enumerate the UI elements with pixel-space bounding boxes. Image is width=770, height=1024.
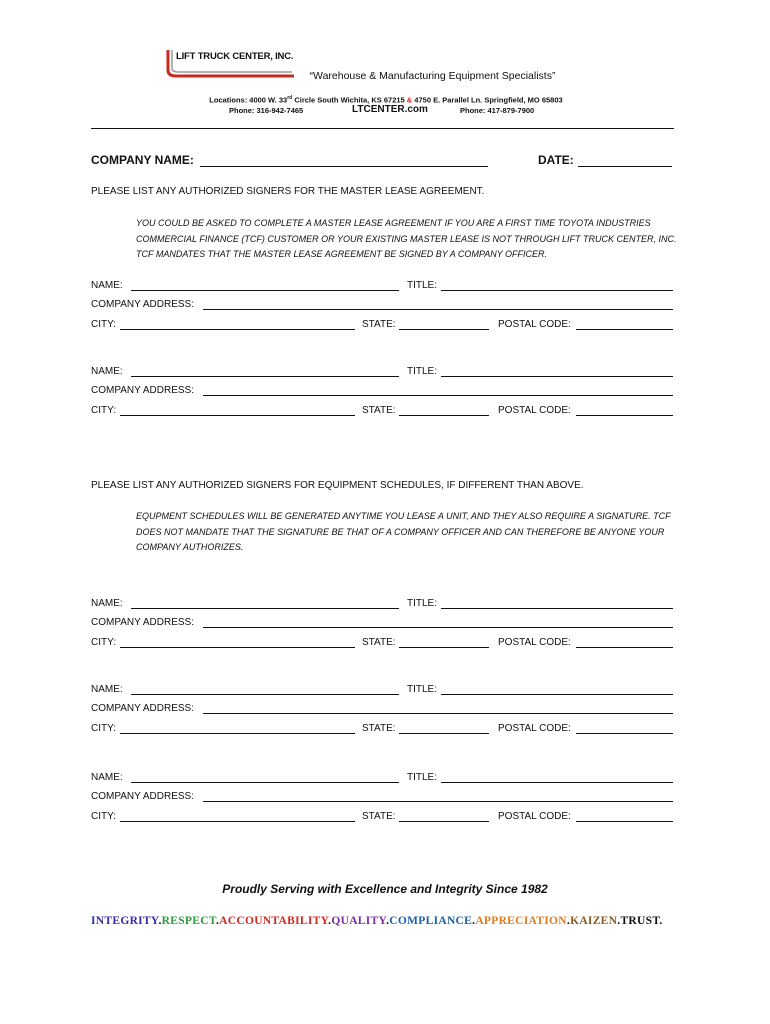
slogan: “Warehouse & Manufacturing Equipment Specialists” [309, 70, 556, 82]
signer-5-postal-label: POSTAL CODE: [498, 811, 571, 822]
locations-amp: & [406, 95, 413, 105]
value-word: RESPECT [161, 915, 216, 927]
signer-3-state-field[interactable] [399, 647, 489, 648]
signer-4-city-field[interactable] [120, 733, 355, 734]
phone-springfield: Phone: 417-879-7900 [460, 106, 535, 115]
section2-heading: PLEASE LIST ANY AUTHORIZED SIGNERS FOR EQUIPMENT SCHEDULES, IF DIFFERENT THAN ABOVE. [91, 480, 584, 491]
signer-2-state-label: STATE: [362, 405, 396, 416]
phone-wichita: Phone: 316-942-7465 [229, 106, 304, 115]
signer-1-address-label: COMPANY ADDRESS: [91, 299, 194, 310]
signer-4-name-field[interactable] [131, 694, 399, 695]
signer-3-postal-label: POSTAL CODE: [498, 637, 571, 648]
signer-1-city-label: CITY: [91, 319, 117, 330]
website-link[interactable]: LTCENTER.com [352, 104, 428, 115]
signer-3-city-field[interactable] [120, 647, 355, 648]
signer-1-postal-field[interactable] [576, 329, 673, 330]
signer-2-address-field[interactable] [203, 395, 673, 396]
signer-4-postal-field[interactable] [576, 733, 673, 734]
signer-1-address-field[interactable] [203, 309, 673, 310]
signer-4-postal-label: POSTAL CODE: [498, 723, 571, 734]
footer-tagline: Proudly Serving with Excellence and Integrity Since 1982 [222, 882, 548, 896]
value-word: QUALITY [331, 915, 387, 927]
signer-5-postal-field[interactable] [576, 821, 673, 822]
date-label: DATE: [538, 153, 574, 167]
signer-3-title-field[interactable] [441, 608, 673, 609]
locations-end: 4750 E. Parallel Ln. Springfield, MO 65803 [412, 95, 563, 105]
signer-5-state-field[interactable] [399, 821, 489, 822]
signer-5-name-field[interactable] [131, 782, 399, 783]
value-word: . [472, 915, 476, 927]
signer-5-city-field[interactable] [120, 821, 355, 822]
locations-prefix: Locations: 4000 W. 33 [209, 95, 288, 105]
signer-3-name-field[interactable] [131, 608, 399, 609]
signer-1-state-field[interactable] [399, 329, 489, 330]
date-field[interactable] [578, 166, 672, 167]
signer-5-state-label: STATE: [362, 811, 396, 822]
logo-text: LIFT TRUCK CENTER, INC. [176, 51, 294, 62]
signer-1-title-field[interactable] [441, 290, 673, 291]
value-word: TRUST. [620, 915, 663, 927]
signer-5-address-label: COMPANY ADDRESS: [91, 791, 194, 802]
locations-mid: Circle South Wichita, KS 67215 [292, 95, 407, 105]
value-word: . [617, 915, 621, 927]
signer-4-state-field[interactable] [399, 733, 489, 734]
signer-2-city-label: CITY: [91, 405, 117, 416]
section1-heading: PLEASE LIST ANY AUTHORIZED SIGNERS FOR THE MASTER LEASE AGREEMENT. [91, 186, 485, 197]
signer-2-city-field[interactable] [120, 415, 355, 416]
value-word: ACCOUNTABILITY [219, 915, 329, 927]
signer-2-name-field[interactable] [131, 376, 399, 377]
signer-3-state-label: STATE: [362, 637, 396, 648]
signer-2-title-label: TITLE: [407, 366, 438, 377]
value-word: APPRECIATION [475, 915, 567, 927]
signer-4-address-label: COMPANY ADDRESS: [91, 703, 194, 714]
section1-note: YOU COULD BE ASKED TO COMPLETE A MASTER LEASE AGREEMENT IF YOU ARE A FIRST TIME TOYOTA INDUSTRIES COMMERCIAL FINANCE (TCF) CUSTOMER OR YOUR EXISTING MASTER LEASE IS NOT THROUGH LIFT TRUCK CENTER, INC. TCF MANDATES THAT THE MASTER LEASE AGREEMENT BE SIGNED BY A COMPANY OFFICER. [136, 218, 677, 259]
signer-4-title-label: TITLE: [407, 684, 438, 695]
locations-sup: rd [287, 95, 293, 101]
value-word: KAIZEN [570, 915, 618, 927]
company-values [91, 915, 663, 927]
signer-1-name-label: NAME: [91, 280, 123, 291]
signer-1-state-label: STATE: [362, 319, 396, 330]
value-word: INTEGRITY [91, 915, 159, 927]
signer-5-city-label: CITY: [91, 811, 117, 822]
value-word: . [386, 915, 390, 927]
signer-4-title-field[interactable] [441, 694, 673, 695]
header-divider [91, 128, 674, 129]
signer-3-title-label: TITLE: [407, 598, 438, 609]
value-word: . [158, 915, 162, 927]
signer-1-postal-label: POSTAL CODE: [498, 319, 571, 330]
value-word: . [215, 915, 220, 927]
signer-2-title-field[interactable] [441, 376, 673, 377]
signer-4-city-label: CITY: [91, 723, 117, 734]
signer-3-address-label: COMPANY ADDRESS: [91, 617, 194, 628]
signer-3-name-label: NAME: [91, 598, 123, 609]
signer-1-city-field[interactable] [120, 329, 355, 330]
signer-5-title-label: TITLE: [407, 772, 438, 783]
signer-4-state-label: STATE: [362, 723, 396, 734]
signer-5-name-label: NAME: [91, 772, 123, 783]
signer-4-name-label: NAME: [91, 684, 123, 695]
value-word: COMPLIANCE [389, 915, 473, 927]
section2-note: EQUPMENT SCHEDULES WILL BE GENERATED ANYTIME YOU LEASE A UNIT, AND THEY ALSO REQUIRE A SIGNATURE. TCF DOES NOT MANDATE THAT THE SIGNATURE BE THAT OF A COMPANY OFFICER AND CAN THEREFORE BE ANYONE YOUR COMPANY AUTHORIZES. [136, 511, 671, 552]
value-word: . [566, 915, 571, 927]
signer-5-address-field[interactable] [203, 801, 673, 802]
company-name-label: COMPANY NAME: [91, 153, 194, 167]
signer-3-city-label: CITY: [91, 637, 117, 648]
signer-2-state-field[interactable] [399, 415, 489, 416]
signer-2-name-label: NAME: [91, 366, 123, 377]
company-name-field[interactable] [200, 166, 488, 167]
signer-2-postal-label: POSTAL CODE: [498, 405, 571, 416]
signer-1-name-field[interactable] [131, 290, 399, 291]
signer-4-address-field[interactable] [203, 713, 673, 714]
value-word: . [328, 915, 332, 927]
signer-1-title-label: TITLE: [407, 280, 438, 291]
signer-5-title-field[interactable] [441, 782, 673, 783]
signer-2-address-label: COMPANY ADDRESS: [91, 385, 194, 396]
signer-2-postal-field[interactable] [576, 415, 673, 416]
signer-3-postal-field[interactable] [576, 647, 673, 648]
signer-3-address-field[interactable] [203, 627, 673, 628]
